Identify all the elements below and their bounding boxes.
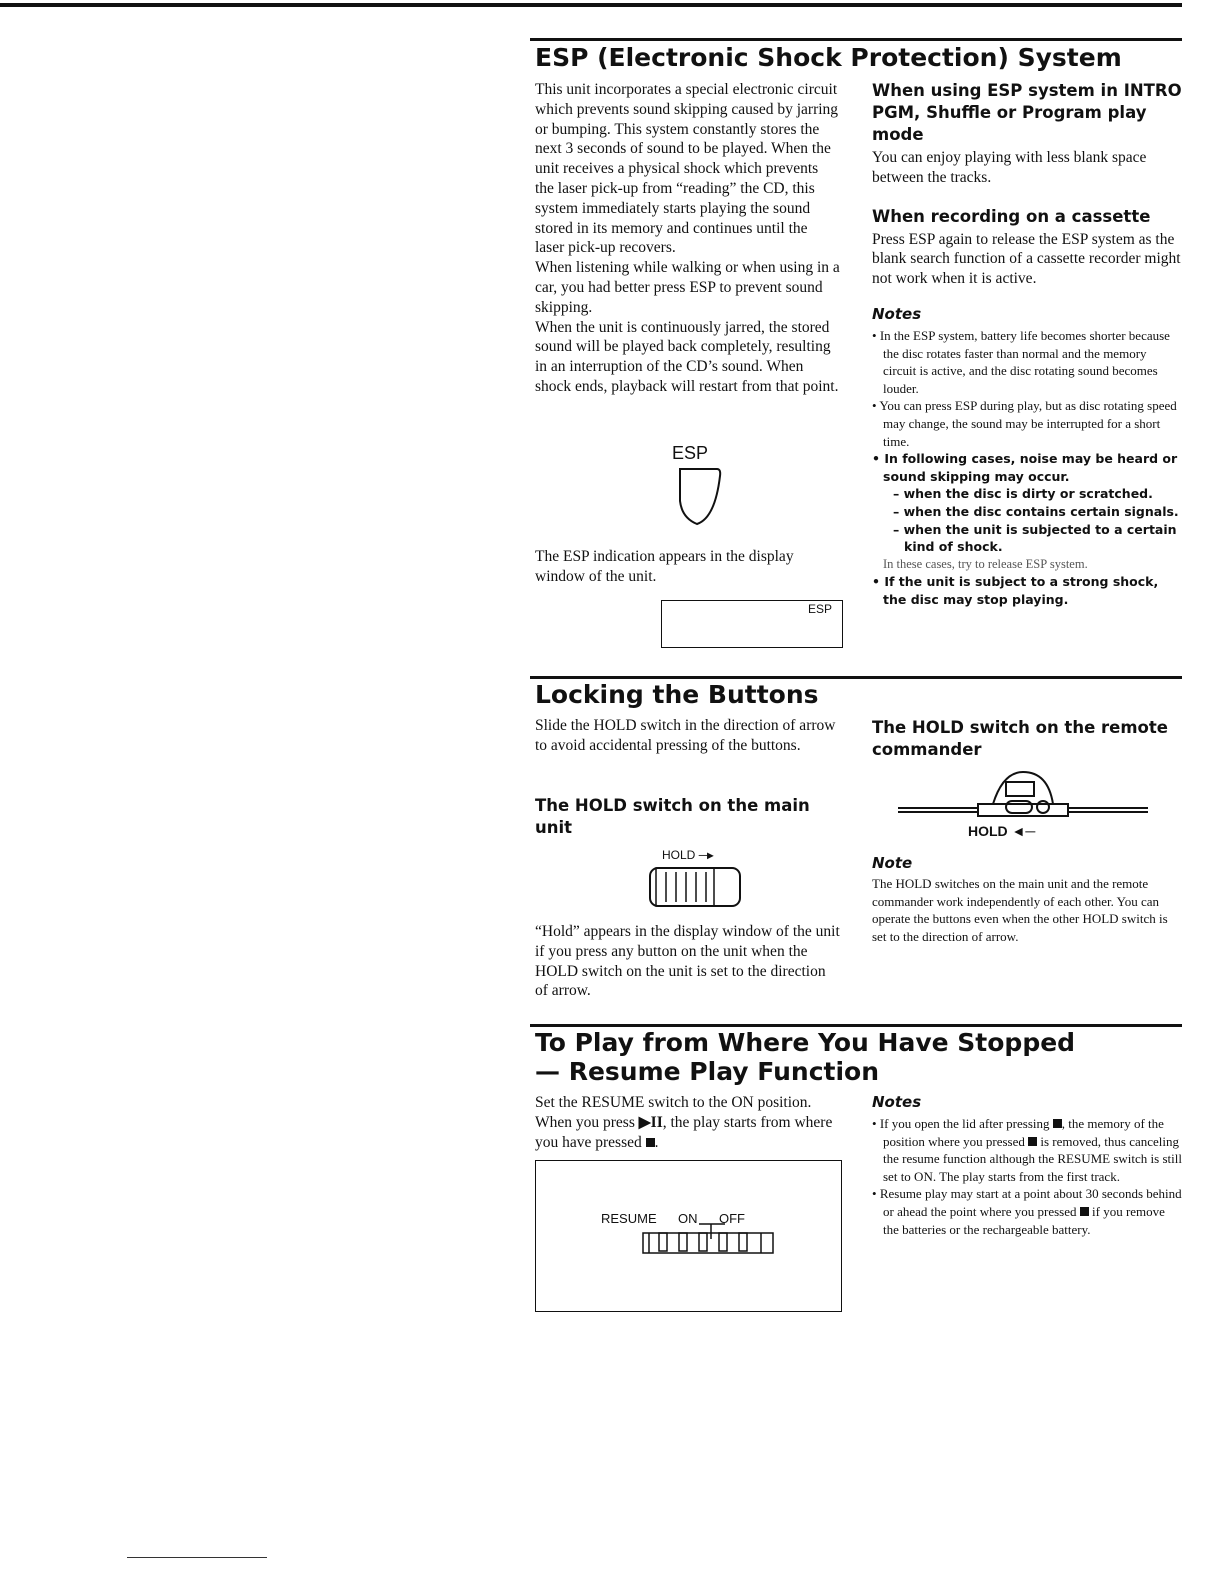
note: • You can press ESP during play, but as disc rotating speed may change, the sound may be interrupted for a short time. — [872, 397, 1182, 450]
note-text: In following cases, noise may be heard or sound skipping may occur. — [883, 451, 1178, 484]
hold-label: HOLD ─▸ — [662, 848, 714, 862]
cases-after: In these cases, try to release ESP system. — [883, 556, 1088, 571]
top-rule — [0, 3, 1182, 7]
resume-title — [535, 1028, 1075, 1086]
recording-text: Press ESP again to release the ESP system as the blank search function of a cassette recorder might not work when it is active. — [872, 230, 1181, 288]
note-text: , the memory of the position where you pressed — [883, 1116, 1164, 1149]
on-label: ON — [678, 1211, 698, 1226]
note-text: Resume play may start at a point about 30 seconds behind or ahead the point where you pressed — [879, 1186, 1182, 1219]
note-heading: Note — [872, 854, 913, 872]
notes-heading: Notes — [872, 304, 922, 323]
esp-para: This unit incorporates a special electronic circuit which prevents sound skipping caused by jarring or bumping. This system constantly stores the next 3 seconds of sound to be played. When the unit receives a physical shock which prevents the laser pick-up from “reading” the CD, this system immediately starts playing the sound stored in its memory and continues until the laser pick-up recovers. — [535, 81, 839, 257]
esp-title: ESP (Electronic Shock Protection) System — [535, 43, 1122, 72]
resume-text-2: , the play starts from where you have pressed — [535, 1113, 833, 1151]
resume-switch-label: RESUME — [601, 1211, 657, 1226]
play-pause-symbol: ▶II — [638, 1113, 663, 1131]
case-item: – when the disc is dirty or scratched. — [893, 485, 1182, 503]
notes-heading: Notes — [872, 1093, 922, 1111]
resume-text-1: Set the RESUME switch to the ON position. When you press — [535, 1094, 812, 1131]
remote-hold-label: HOLD ◄─ — [968, 823, 1036, 839]
case-item: – when the disc contains certain signals. — [893, 503, 1182, 521]
stop-icon — [1028, 1137, 1037, 1146]
hold-text: “Hold” appears in the display window of the unit if you press any button on the unit when the HOLD switch on the unit is set to the direction of arrow. — [535, 923, 840, 1000]
note — [872, 450, 1182, 573]
resume-title-line1: To Play from Where You Have Stopped — [535, 1028, 1076, 1057]
off-label: OFF — [719, 1211, 745, 1226]
lock-intro: Slide the HOLD switch in the direction of arrow to avoid accidental pressing of the buttons. — [535, 717, 836, 754]
lock-title: Locking the Buttons — [535, 680, 819, 709]
remote-commander-icon — [898, 770, 1148, 830]
esp-para: When the unit is continuously jarred, the stored sound will be played back completely, resulting in an interruption of the CD’s sound. When shock ends, playback will restart from that point. — [535, 318, 839, 395]
note-text: If you open the lid after pressing — [879, 1116, 1053, 1131]
hold-switch-icon — [648, 864, 744, 910]
section-rule — [530, 676, 1182, 679]
note — [872, 1115, 1182, 1185]
stop-icon — [646, 1138, 655, 1147]
resume-title-line2: — Resume Play Function — [535, 1057, 880, 1086]
display-esp-indicator: ESP — [807, 602, 832, 616]
resume-text — [535, 1093, 840, 1152]
note-text: if you remove the batteries or the rechargeable battery. — [883, 1203, 1165, 1237]
esp-para: When listening while walking or when using in a car, you had better press ESP to prevent sound skipping. — [535, 259, 840, 316]
esp-button-icon — [677, 466, 722, 528]
footer-rule — [127, 1557, 267, 1558]
resume-diagram — [535, 1160, 842, 1312]
resume-switch-icon — [641, 1219, 781, 1259]
remote-hold-label-text: HOLD — [968, 823, 1008, 839]
hold-label-text: HOLD — [662, 848, 696, 862]
intro-heading: When using ESP system in INTRO PGM, Shuffle or Program play mode — [872, 81, 1182, 144]
main-hold-heading: The HOLD switch on the main unit — [535, 796, 810, 837]
note-text: is removed, thus canceling the resume function although the RESUME switch is still set to ON. The play starts from the first track. — [883, 1133, 1182, 1184]
esp-notes — [872, 327, 1182, 609]
esp-body — [535, 80, 840, 397]
resume-text-3: . — [654, 1133, 659, 1151]
esp-button-label: ESP — [672, 443, 709, 463]
stop-icon — [1080, 1207, 1089, 1216]
note: • If the unit is subject to a strong shock, the disc may stop playing. — [872, 573, 1182, 608]
note — [872, 1185, 1182, 1238]
remote-hold-heading: The HOLD switch on the remote commander — [872, 718, 1168, 759]
resume-notes — [872, 1093, 1182, 1238]
lock-note: The HOLD switches on the main unit and the remote commander work independently of each other. You can operate the buttons even when the other HOLD switch is set to the direction of arrow. — [872, 876, 1168, 944]
esp-indication-text: The ESP indication appears in the display window of the unit. — [535, 548, 794, 585]
section-rule — [530, 38, 1182, 41]
display-window — [661, 600, 843, 648]
note: • In the ESP system, battery life becomes shorter because the disc rotates faster than normal and the memory circuit is active, and the disc rotating sound becomes louder. — [872, 327, 1182, 397]
recording-heading: When recording on a cassette — [872, 206, 1151, 226]
intro-text: You can enjoy playing with less blank space between the tracks. — [872, 149, 1147, 186]
stop-icon — [1053, 1119, 1062, 1128]
esp-right-column — [872, 80, 1182, 608]
section-rule — [530, 1024, 1182, 1027]
case-item: – when the unit is subjected to a certain kind of shock. — [893, 521, 1182, 556]
